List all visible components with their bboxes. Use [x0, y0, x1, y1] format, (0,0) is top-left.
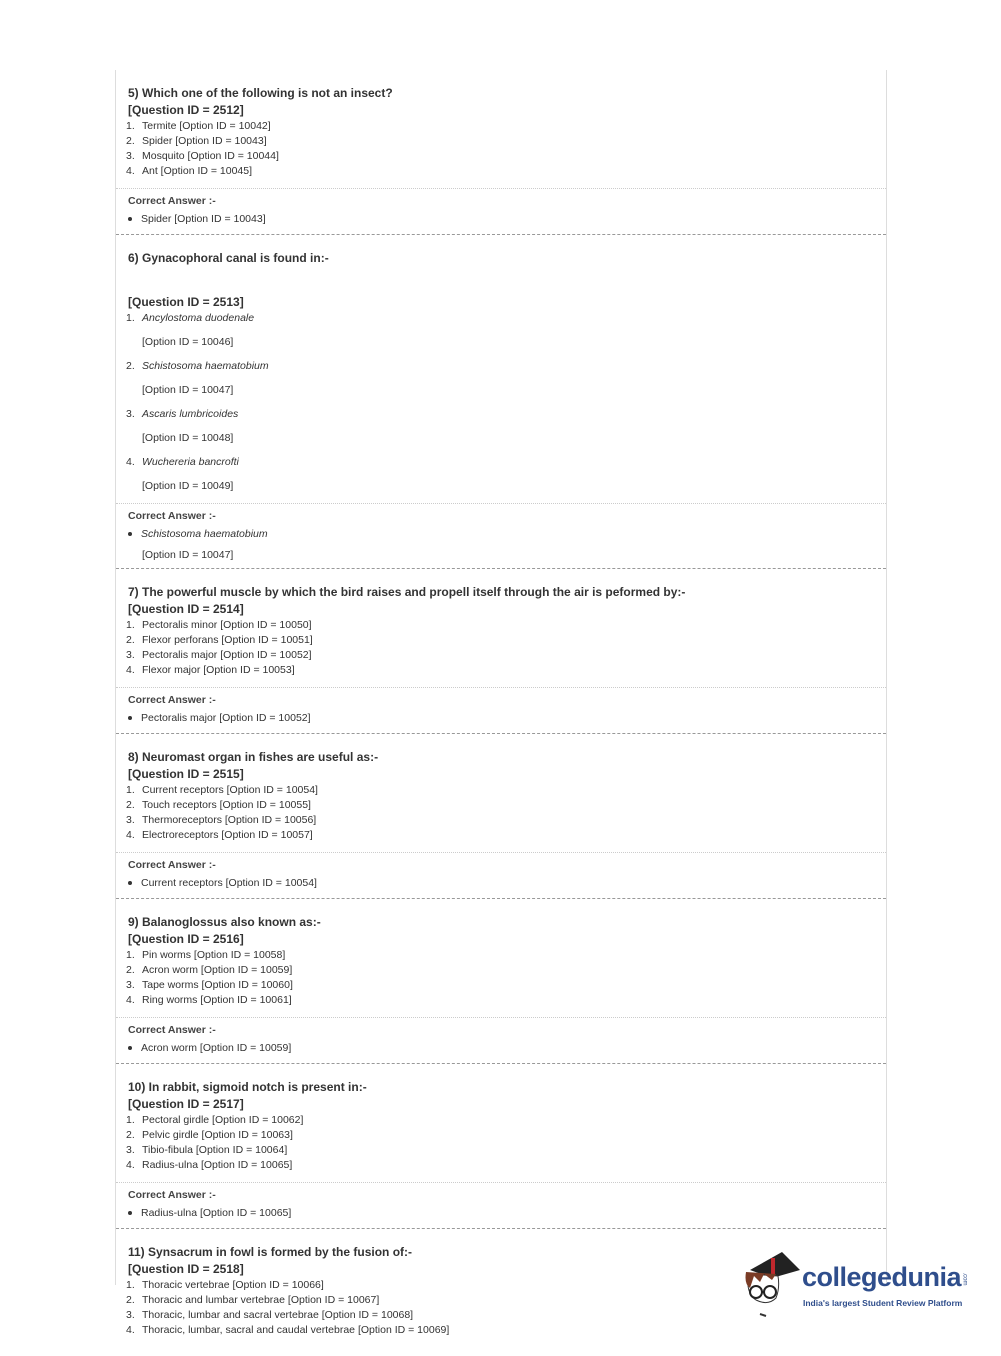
correct-answer-text: Current receptors [Option ID = 10054] — [141, 877, 317, 889]
question-block — [116, 235, 886, 569]
option-item — [116, 359, 886, 374]
correct-answer-section — [116, 504, 886, 568]
option-number: 2. — [126, 1129, 135, 1141]
question-title: 10) In rabbit, sigmoid notch is present in:- — [128, 1080, 367, 1094]
option-item — [116, 813, 886, 828]
options-list — [116, 783, 886, 843]
logo-tagline: India's largest Student Review Platform — [803, 1298, 963, 1308]
option-text: Schistosoma haematobium — [142, 360, 269, 372]
correct-answer-section — [116, 189, 886, 234]
option-text: Electroreceptors [Option ID = 10057] — [142, 829, 313, 841]
option-text: Acron worm [Option ID = 10059] — [142, 964, 293, 976]
option-id: [Option ID = 10046] — [142, 336, 234, 348]
logo-suffix: .com — [961, 1272, 968, 1286]
question-title: 5) Which one of the following is not an insect? — [128, 86, 393, 100]
option-text: Flexor perforans [Option ID = 10051] — [142, 634, 313, 646]
options-list — [116, 618, 886, 678]
options-list — [116, 1113, 886, 1173]
option-number: 1. — [126, 312, 135, 324]
option-text: Flexor major [Option ID = 10053] — [142, 664, 295, 676]
option-item — [116, 948, 886, 963]
option-number: 3. — [126, 814, 135, 826]
option-item — [116, 164, 886, 179]
correct-answer-text: Schistosoma haematobium — [141, 528, 268, 540]
correct-answer-section — [116, 1018, 886, 1063]
correct-answer-text: Acron worm [Option ID = 10059] — [141, 1042, 292, 1054]
option-text: Pectoralis major [Option ID = 10052] — [142, 649, 312, 661]
question-block — [116, 734, 886, 899]
mascot-icon — [742, 1248, 802, 1320]
option-text: Pin worms [Option ID = 10058] — [142, 949, 286, 961]
option-text: Thermoreceptors [Option ID = 10056] — [142, 814, 317, 826]
options-list — [116, 948, 886, 1008]
correct-answer — [128, 524, 886, 544]
option-number: 1. — [126, 120, 135, 132]
option-item — [116, 978, 886, 993]
option-text: Radius-ulna [Option ID = 10065] — [142, 1159, 293, 1171]
option-number: 1. — [126, 949, 135, 961]
question-id: [Question ID = 2517] — [128, 1097, 244, 1111]
option-number: 2. — [126, 1294, 135, 1306]
option-text: Ring worms [Option ID = 10061] — [142, 994, 292, 1006]
option-item — [116, 618, 886, 633]
correct-answer-id: [Option ID = 10047] — [142, 549, 234, 561]
options-list — [116, 311, 886, 494]
bullet-icon — [128, 532, 132, 536]
option-number: 3. — [126, 150, 135, 162]
bullet-icon — [128, 217, 132, 221]
correct-answer — [128, 1038, 886, 1058]
correct-answer-text: Pectoralis major [Option ID = 10052] — [141, 712, 311, 724]
option-number: 4. — [126, 829, 135, 841]
option-text: Spider [Option ID = 10043] — [142, 135, 267, 147]
option-number: 2. — [126, 634, 135, 646]
option-number: 1. — [126, 784, 135, 796]
option-number: 1. — [126, 1114, 135, 1126]
option-number: 2. — [126, 135, 135, 147]
correct-answer-label: Correct Answer :- — [128, 859, 216, 871]
option-text: Pelvic girdle [Option ID = 10063] — [142, 1129, 293, 1141]
correct-answer-text: Radius-ulna [Option ID = 10065] — [141, 1207, 292, 1219]
option-text: Thoracic, lumbar and sacral vertebrae [Option ID = 10068] — [142, 1309, 414, 1321]
question-id: [Question ID = 2515] — [128, 767, 244, 781]
option-text: Touch receptors [Option ID = 10055] — [142, 799, 311, 811]
option-item — [116, 119, 886, 134]
option-item — [116, 828, 886, 843]
option-id: [Option ID = 10049] — [142, 480, 234, 492]
bullet-icon — [128, 881, 132, 885]
option-text: Mosquito [Option ID = 10044] — [142, 150, 279, 162]
option-text: Tibio-fibula [Option ID = 10064] — [142, 1144, 288, 1156]
correct-answer — [128, 873, 886, 893]
question-title: 9) Balanoglossus also known as:- — [128, 915, 321, 929]
correct-answer-label: Correct Answer :- — [128, 510, 216, 522]
question-id: [Question ID = 2518] — [128, 1262, 244, 1276]
correct-answer — [128, 1203, 886, 1223]
option-item — [116, 407, 886, 422]
option-item — [116, 1323, 886, 1338]
option-item — [116, 1113, 886, 1128]
option-item — [116, 993, 886, 1008]
option-item — [116, 311, 886, 326]
option-text: Pectoralis minor [Option ID = 10050] — [142, 619, 312, 631]
correct-answer-section — [116, 688, 886, 733]
option-number: 2. — [126, 360, 135, 372]
question-title: 11) Synsacrum in fowl is formed by the fusion of:- — [128, 1245, 413, 1259]
option-item — [116, 663, 886, 678]
option-text: Thoracic and lumbar vertebrae [Option ID = 10067] — [142, 1294, 380, 1306]
question-id: [Question ID = 2514] — [128, 602, 244, 616]
option-number: 2. — [126, 964, 135, 976]
option-number: 1. — [126, 1279, 135, 1291]
option-number: 4. — [126, 1159, 135, 1171]
question-id: [Question ID = 2516] — [128, 932, 244, 946]
option-item — [116, 798, 886, 813]
option-item — [116, 1143, 886, 1158]
option-item — [116, 1128, 886, 1143]
option-text: Ascaris lumbricoides — [142, 408, 239, 420]
option-text: Ant [Option ID = 10045] — [142, 165, 253, 177]
option-text: Ancylostoma duodenale — [142, 312, 255, 324]
option-number: 3. — [126, 979, 135, 991]
option-text: Current receptors [Option ID = 10054] — [142, 784, 318, 796]
option-text: Wuchereria bancrofti — [142, 456, 239, 468]
option-text: Thoracic vertebrae [Option ID = 10066] — [142, 1279, 324, 1291]
option-text: Termite [Option ID = 10042] — [142, 120, 271, 132]
correct-answer-label: Correct Answer :- — [128, 1024, 216, 1036]
option-text: Pectoral girdle [Option ID = 10062] — [142, 1114, 304, 1126]
question-id: [Question ID = 2512] — [128, 103, 244, 117]
question-title: 6) Gynacophoral canal is found in:- — [128, 251, 329, 265]
correct-answer-section — [116, 1183, 886, 1228]
correct-answer-section — [116, 853, 886, 898]
option-text: Tape worms [Option ID = 10060] — [142, 979, 293, 991]
correct-answer — [128, 209, 886, 229]
collegedunia-logo — [742, 1248, 982, 1323]
option-number: 4. — [126, 456, 135, 468]
correct-answer-label: Correct Answer :- — [128, 694, 216, 706]
question-title: 8) Neuromast organ in fishes are useful as:- — [128, 750, 379, 764]
option-item — [116, 134, 886, 149]
bullet-icon — [128, 716, 132, 720]
option-number: 1. — [126, 619, 135, 631]
option-number: 3. — [126, 649, 135, 661]
option-number: 4. — [126, 165, 135, 177]
option-number: 3. — [126, 1144, 135, 1156]
option-number: 3. — [126, 408, 135, 420]
question-block — [116, 70, 886, 235]
correct-answer-text: Spider [Option ID = 10043] — [141, 213, 266, 225]
option-item — [116, 455, 886, 470]
logo-wordmark: collegedunia — [802, 1262, 962, 1292]
option-id: [Option ID = 10047] — [142, 384, 234, 396]
option-item — [116, 149, 886, 164]
option-number: 2. — [126, 799, 135, 811]
option-item — [116, 633, 886, 648]
correct-answer-label: Correct Answer :- — [128, 1189, 216, 1201]
bullet-icon — [128, 1046, 132, 1050]
options-list — [116, 119, 886, 179]
question-title: 7) The powerful muscle by which the bird raises and propell itself through the air is peformed by:- — [128, 585, 686, 599]
question-block — [116, 1064, 886, 1229]
option-item — [116, 1158, 886, 1173]
option-text: Thoracic, lumbar, sacral and caudal vertebrae [Option ID = 10069] — [142, 1324, 450, 1336]
option-item — [116, 783, 886, 798]
question-id: [Question ID = 2513] — [128, 295, 244, 309]
option-number: 4. — [126, 1324, 135, 1336]
option-number: 3. — [126, 1309, 135, 1321]
bullet-icon — [128, 1211, 132, 1215]
option-number: 4. — [126, 994, 135, 1006]
option-id: [Option ID = 10048] — [142, 432, 234, 444]
question-block — [116, 899, 886, 1064]
correct-answer — [128, 708, 886, 728]
option-item — [116, 963, 886, 978]
option-number: 4. — [126, 664, 135, 676]
question-block — [116, 569, 886, 734]
correct-answer-label: Correct Answer :- — [128, 195, 216, 207]
option-item — [116, 648, 886, 663]
